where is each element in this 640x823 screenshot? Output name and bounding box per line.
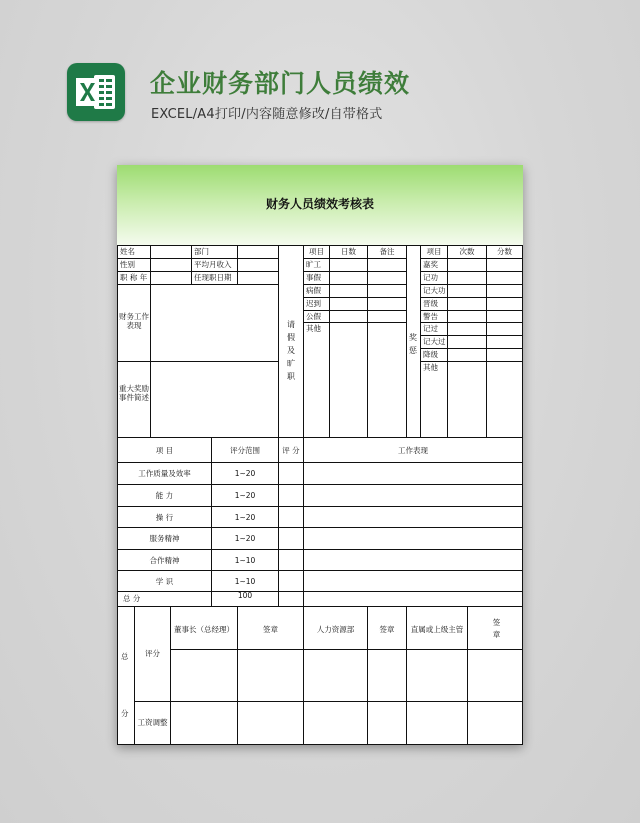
- label-hire-date: 任现职日期: [194, 273, 232, 282]
- grid-line: [303, 322, 406, 323]
- reward-item: 记大功: [423, 286, 446, 295]
- grid-line: [117, 258, 278, 259]
- leave-item: 病假: [306, 286, 321, 295]
- reward-item: 警告: [423, 312, 438, 321]
- label-performance: 财务工作表现: [119, 312, 149, 330]
- grid-line: [420, 335, 523, 336]
- leave-item: 迟到: [306, 299, 321, 308]
- review-label-top: 总: [121, 652, 129, 661]
- salary-adjust-label: 工资调整: [137, 718, 168, 727]
- label-name: 姓名: [120, 247, 135, 256]
- score-row-item: 能 力: [155, 491, 174, 500]
- chairman-label: 董事长（总经理）: [174, 625, 234, 634]
- grid-line: [134, 701, 523, 702]
- reward-item: 其他: [423, 363, 438, 372]
- grid-line: [467, 606, 468, 745]
- label-awards: 重大奖励事件简述: [119, 384, 149, 402]
- grid-line: [237, 245, 238, 285]
- form-sheet: [117, 165, 523, 745]
- grid-line: [303, 437, 304, 606]
- label-rewards: 奖惩: [409, 333, 417, 355]
- grid-line: [420, 322, 523, 323]
- score-row-range: 1~20: [234, 491, 256, 500]
- leave-header-note: 备注: [379, 247, 395, 256]
- grid-line: [117, 549, 523, 550]
- grid-line: [191, 245, 192, 285]
- grid-line: [117, 744, 523, 745]
- grid-line: [420, 297, 523, 298]
- score-row-range: 1~20: [234, 534, 256, 543]
- grid-line: [117, 437, 523, 438]
- score-row-item: 学 识: [155, 577, 174, 586]
- page-title: 企业财务部门人员绩效: [150, 69, 411, 98]
- reward-item: 降级: [423, 350, 438, 359]
- grid-line: [447, 245, 448, 437]
- rating-label: 评分: [145, 649, 160, 658]
- review-label-bottom: 分: [121, 709, 129, 718]
- reward-header-count: 次数: [459, 247, 475, 256]
- sign-label-2: 签章: [379, 625, 395, 634]
- score-row-item: 操 行: [155, 513, 174, 522]
- total-label: 总 分: [123, 594, 141, 603]
- grid-line: [278, 437, 279, 606]
- score-row-item: 合作精神: [149, 556, 180, 565]
- score-row-range: 1~10: [234, 577, 256, 586]
- total-value: 100: [237, 591, 253, 600]
- reward-item: 记过: [423, 324, 438, 333]
- grid-line: [117, 284, 278, 285]
- reward-item: 晋级: [423, 299, 438, 308]
- leave-item: 事假: [306, 273, 321, 282]
- leave-header-item: 项目: [309, 247, 324, 256]
- reward-header-score: 分数: [497, 247, 512, 256]
- grid-line: [406, 245, 407, 437]
- grid-line: [117, 484, 523, 485]
- hr-label: 人力资源部: [316, 625, 355, 634]
- reward-header-item: 项目: [426, 247, 442, 256]
- sheet-title: 财务人员绩效考核表: [265, 197, 374, 211]
- label-gender: 性别: [120, 260, 135, 269]
- leave-item: 其他: [306, 324, 321, 333]
- reward-item: 嘉奖: [423, 260, 438, 269]
- grid-line: [420, 271, 523, 272]
- grid-line: [303, 258, 406, 259]
- grid-line: [117, 462, 523, 463]
- leave-header-days: 日数: [341, 247, 356, 256]
- grid-line: [420, 258, 523, 259]
- grid-line: [117, 570, 523, 571]
- leave-item: 公假: [306, 312, 321, 321]
- grid-line: [329, 245, 330, 437]
- score-row-item: 工作质量及效率: [138, 469, 191, 478]
- grid-line: [117, 245, 523, 246]
- grid-line: [367, 245, 368, 437]
- grid-line: [150, 245, 151, 437]
- supervisor-label: 直属或上级主管: [410, 625, 464, 634]
- grid-line: [420, 310, 523, 311]
- sign-label-1: 签章: [263, 625, 278, 634]
- grid-line: [522, 245, 523, 745]
- grid-line: [170, 649, 523, 650]
- reward-item: 记大过: [423, 337, 446, 346]
- score-header-performance: 工作表现: [398, 446, 428, 455]
- grid-line: [303, 271, 406, 272]
- score-header-item: 项 目: [155, 446, 174, 455]
- label-income: 平均月收入: [194, 260, 232, 269]
- grid-line: [420, 245, 421, 437]
- leave-item: 旷工: [306, 260, 321, 269]
- excel-logo-icon: [67, 63, 125, 121]
- grid-line: [117, 271, 278, 272]
- grid-line: [420, 348, 523, 349]
- score-row-range: 1~10: [234, 556, 256, 565]
- label-dept: 部门: [194, 247, 209, 256]
- grid-line: [117, 591, 523, 592]
- grid-line: [117, 361, 278, 362]
- grid-line: [117, 527, 523, 528]
- grid-line: [303, 297, 406, 298]
- reward-item: 记功: [423, 273, 438, 282]
- grid-line: [303, 310, 406, 311]
- label-leave: 请假及旷职: [287, 320, 295, 381]
- grid-line: [117, 606, 523, 607]
- score-header-range: 评分范围: [230, 446, 260, 455]
- score-row-range: 1~20: [234, 513, 256, 522]
- grid-line: [486, 245, 487, 437]
- grid-line: [303, 245, 304, 437]
- grid-line: [420, 284, 523, 285]
- grid-line: [420, 361, 523, 362]
- sign-label-3: 签章: [492, 618, 501, 639]
- grid-line: [303, 284, 406, 285]
- label-title-year: 职 称 年: [120, 273, 148, 282]
- score-row-range: 1~20: [234, 469, 256, 478]
- score-row-item: 服务精神: [149, 534, 180, 543]
- score-header-score: 评 分: [282, 446, 300, 455]
- grid-line: [278, 245, 279, 437]
- page-subtitle: EXCEL/A4打印/内容随意修改/自带格式: [151, 107, 383, 122]
- grid-line: [117, 506, 523, 507]
